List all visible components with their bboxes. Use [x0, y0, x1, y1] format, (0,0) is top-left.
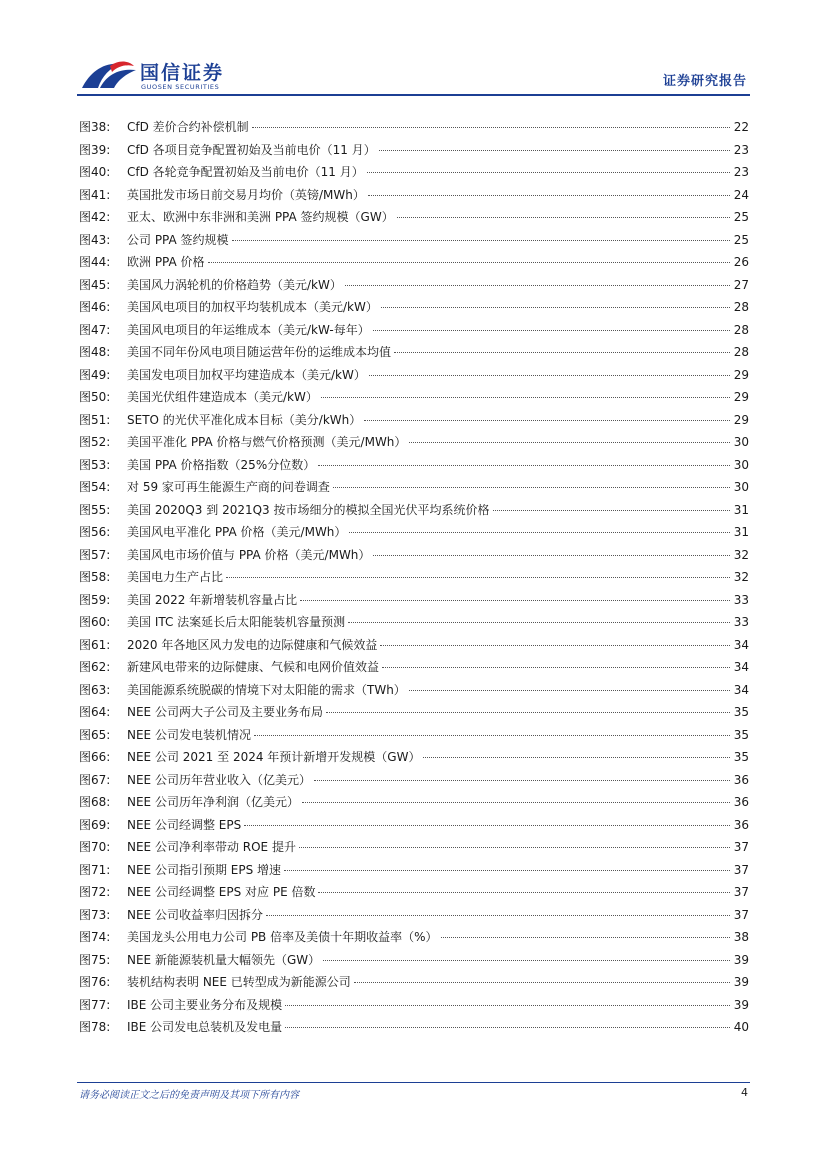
- toc-dot-leader: [349, 532, 730, 533]
- toc-entry[interactable]: [79, 499, 749, 522]
- toc-figure-number: 图74:: [79, 930, 111, 944]
- toc-dot-leader: [397, 217, 730, 218]
- toc-figure-title: 美国风力涡轮机的价格趋势（美元/kW）: [127, 277, 342, 292]
- toc-figure-number: 图46:: [79, 300, 111, 314]
- toc-figure-title: NEE 公司指引预期 EPS 增速: [127, 862, 282, 877]
- toc-page-number: 40: [733, 1020, 749, 1034]
- toc-figure-number: 图52:: [79, 435, 111, 449]
- toc-page-number: 29: [733, 412, 749, 427]
- toc-entry[interactable]: [79, 769, 749, 792]
- toc-entry[interactable]: [79, 319, 749, 342]
- toc-dot-leader: [208, 262, 730, 263]
- toc-figure-number: 图77:: [79, 997, 111, 1012]
- toc-figure-number: 图76:: [79, 975, 111, 989]
- toc-figure-title: 美国光伏组件建造成本（美元/kW）: [127, 390, 318, 404]
- toc-figure-title: CfD 差价合约补偿机制: [127, 120, 249, 134]
- toc-figure-title: 美国 ITC 法案延长后太阳能装机容量预测: [127, 615, 346, 629]
- toc-figure-number: 图59:: [79, 592, 111, 607]
- toc-dot-leader: [441, 937, 730, 938]
- toc-figure-number: 图78:: [79, 1020, 111, 1034]
- logo-chinese-name: 国信证券: [140, 62, 225, 84]
- toc-entry[interactable]: [79, 791, 749, 814]
- toc-figure-title: NEE 公司发电装机情况: [127, 727, 251, 742]
- toc-page-number: 39: [733, 997, 749, 1012]
- toc-entry[interactable]: [79, 454, 749, 477]
- toc-entry[interactable]: [79, 926, 749, 949]
- toc-figure-number: 图68:: [79, 795, 111, 809]
- toc-page-number: 29: [733, 367, 749, 382]
- toc-entry[interactable]: [79, 724, 749, 747]
- toc-page-number: 23: [733, 142, 749, 157]
- toc-dot-leader: [284, 870, 730, 871]
- toc-page-number: 30: [733, 457, 749, 472]
- toc-dot-leader: [318, 892, 730, 893]
- toc-entry[interactable]: [79, 949, 749, 972]
- toc-entry[interactable]: [79, 701, 749, 724]
- toc-page-number: 36: [733, 795, 749, 809]
- toc-dot-leader: [244, 825, 730, 826]
- toc-entry[interactable]: [79, 679, 749, 702]
- toc-figure-title: 美国 2020Q3 到 2021Q3 按市场细分的模拟全国光伏平均系统价格: [127, 502, 490, 517]
- toc-dot-leader: [382, 667, 730, 668]
- toc-figure-number: 图44:: [79, 255, 111, 269]
- toc-figure-title: 美国电力生产占比: [127, 570, 224, 584]
- toc-figure-title: NEE 公司净利率带动 ROE 提升: [127, 840, 296, 854]
- toc-figure-title: SETO 的光伏平准化成本目标（美分/kWh）: [127, 412, 362, 427]
- toc-page-number: 38: [733, 930, 749, 944]
- toc-entry[interactable]: [79, 836, 749, 859]
- toc-figure-number: 图61:: [79, 637, 111, 652]
- toc-figure-number: 图69:: [79, 817, 111, 832]
- toc-dot-leader: [321, 397, 730, 398]
- toc-figure-title: CfD 各轮竞争配置初始及当前电价（11 月）: [127, 165, 364, 179]
- toc-figure-title: 美国风电项目的加权平均装机成本（美元/kW）: [127, 300, 378, 314]
- toc-page-number: 27: [733, 277, 749, 292]
- toc-dot-leader: [323, 960, 730, 961]
- footer-disclaimer: 请务必阅读正文之后的免责声明及其项下所有内容: [79, 1090, 299, 1101]
- toc-page-number: 30: [733, 480, 749, 494]
- toc-figure-number: 图70:: [79, 840, 111, 854]
- toc-page-number: 22: [733, 120, 749, 134]
- toc-entry[interactable]: [79, 184, 749, 207]
- toc-figure-number: 图50:: [79, 390, 111, 404]
- toc-figure-title: CfD 各项目竞争配置初始及当前电价（11 月）: [127, 142, 376, 157]
- toc-dot-leader: [373, 555, 730, 556]
- toc-dot-leader: [326, 712, 730, 713]
- toc-page-number: 35: [733, 750, 749, 764]
- toc-figure-number: 图49:: [79, 367, 111, 382]
- toc-figure-title: NEE 公司两大子公司及主要业务布局: [127, 705, 323, 719]
- toc-figure-number: 图66:: [79, 750, 111, 764]
- toc-page-number: 36: [733, 817, 749, 832]
- toc-figure-number: 图51:: [79, 412, 111, 427]
- toc-figure-number: 图67:: [79, 772, 111, 787]
- toc-entry[interactable]: [79, 611, 749, 634]
- toc-dot-leader: [354, 982, 730, 983]
- toc-figure-number: 图73:: [79, 907, 111, 922]
- toc-entry[interactable]: [79, 251, 749, 274]
- toc-figure-title: 美国 2022 年新增装机容量占比: [127, 592, 298, 607]
- toc-page-number: 37: [733, 840, 749, 854]
- toc-dot-leader: [285, 1027, 730, 1028]
- toc-entry[interactable]: [79, 656, 749, 679]
- toc-dot-leader: [369, 375, 730, 376]
- toc-page-number: 25: [733, 232, 749, 247]
- toc-entry[interactable]: [79, 746, 749, 769]
- toc-dot-leader: [367, 172, 730, 173]
- toc-figure-title: 美国风电项目的年运维成本（美元/kW-每年）: [127, 322, 370, 337]
- toc-figure-title: 美国发电项目加权平均建造成本（美元/kW）: [127, 367, 366, 382]
- toc-figure-number: 图58:: [79, 570, 111, 584]
- toc-entry[interactable]: [79, 814, 749, 837]
- toc-figure-number: 图43:: [79, 232, 111, 247]
- toc-page-number: 37: [733, 907, 749, 922]
- toc-page-number: 26: [733, 255, 749, 269]
- toc-figure-title: 装机结构表明 NEE 已转型成为新能源公司: [127, 975, 351, 989]
- toc-page-number: 29: [733, 390, 749, 404]
- toc-figure-number: 图45:: [79, 277, 111, 292]
- toc-dot-leader: [254, 735, 730, 736]
- toc-page-number: 31: [733, 502, 749, 517]
- toc-dot-leader: [409, 690, 730, 691]
- page-header: [0, 0, 827, 96]
- toc-figure-number: 图53:: [79, 457, 111, 472]
- toc-page-number: 36: [733, 772, 749, 787]
- toc-dot-leader: [302, 802, 730, 803]
- toc-entry[interactable]: [79, 296, 749, 319]
- toc-figure-number: 图63:: [79, 682, 111, 697]
- toc-page-number: 28: [733, 300, 749, 314]
- toc-page-number: 24: [733, 187, 749, 202]
- page-number: 4: [741, 1086, 748, 1099]
- toc-figure-title: 美国风电市场价值与 PPA 价格（美元/MWh）: [127, 547, 371, 562]
- toc-figure-number: 图39:: [79, 142, 111, 157]
- toc-entry[interactable]: [79, 566, 749, 589]
- toc-page-number: 33: [733, 592, 749, 607]
- toc-figure-title: NEE 公司经调整 EPS: [127, 817, 242, 832]
- report-type-label: 证券研究报告: [662, 74, 747, 89]
- toc-entry[interactable]: [79, 386, 749, 409]
- toc-figure-number: 图64:: [79, 705, 111, 719]
- toc-entry[interactable]: [79, 971, 749, 994]
- toc-figure-title: 对 59 家可再生能源生产商的问卷调查: [127, 480, 330, 494]
- toc-page-number: 39: [733, 975, 749, 989]
- toc-entry[interactable]: [79, 904, 749, 927]
- toc-figure-number: 图48:: [79, 345, 111, 359]
- guosen-logo: [80, 58, 250, 94]
- toc-entry[interactable]: [79, 476, 749, 499]
- toc-entry[interactable]: [79, 589, 749, 612]
- toc-figure-number: 图65:: [79, 727, 111, 742]
- toc-figure-title: NEE 公司历年净利润（亿美元）: [127, 795, 299, 809]
- toc-figure-title: NEE 公司历年营业收入（亿美元）: [127, 772, 311, 787]
- toc-figure-number: 图47:: [79, 322, 111, 337]
- toc-dot-leader: [300, 600, 730, 601]
- toc-dot-leader: [368, 195, 730, 196]
- toc-entry[interactable]: [79, 994, 749, 1017]
- toc-page-number: 34: [733, 660, 749, 674]
- toc-page-number: 35: [733, 727, 749, 742]
- toc-dot-leader: [364, 420, 730, 421]
- toc-figure-title: 美国能源系统脱碳的情境下对太阳能的需求（TWh）: [127, 682, 406, 697]
- toc-entry[interactable]: [79, 634, 749, 657]
- toc-page-number: 32: [733, 547, 749, 562]
- toc-entry[interactable]: [79, 229, 749, 252]
- toc-dot-leader: [226, 577, 730, 578]
- toc-page-number: 31: [733, 525, 749, 539]
- footer-divider: [77, 1082, 750, 1083]
- toc-dot-leader: [333, 487, 730, 488]
- toc-figure-title: 美国不同年份风电项目随运营年份的运维成本均值: [127, 345, 392, 359]
- logo-english-name: GUOSEN SECURITIES: [141, 83, 220, 91]
- toc-dot-leader: [266, 915, 730, 916]
- toc-figure-number: 图40:: [79, 165, 111, 179]
- toc-entry[interactable]: [79, 544, 749, 567]
- toc-figure-title: NEE 公司收益率归因拆分: [127, 907, 263, 922]
- toc-figure-number: 图38:: [79, 120, 111, 134]
- figure-table-of-contents: [79, 116, 749, 1039]
- toc-dot-leader: [379, 150, 730, 151]
- toc-dot-leader: [318, 465, 730, 466]
- toc-dot-leader: [409, 442, 730, 443]
- toc-figure-title: 亚太、欧洲中东非洲和美洲 PPA 签约规模（GW）: [127, 210, 394, 224]
- toc-dot-leader: [285, 1005, 730, 1006]
- toc-dot-leader: [345, 285, 730, 286]
- toc-entry[interactable]: [79, 206, 749, 229]
- guosen-logo-mark-icon: [80, 58, 138, 92]
- toc-figure-number: 图60:: [79, 615, 111, 629]
- toc-figure-number: 图75:: [79, 952, 111, 967]
- toc-dot-leader: [314, 780, 730, 781]
- toc-figure-title: 欧洲 PPA 价格: [127, 255, 205, 269]
- toc-figure-title: 美国平准化 PPA 价格与燃气价格预测（美元/MWh）: [127, 435, 407, 449]
- toc-page-number: 37: [733, 862, 749, 877]
- toc-page-number: 28: [733, 345, 749, 359]
- toc-dot-leader: [394, 352, 730, 353]
- toc-figure-title: 新建风电带来的边际健康、气候和电网价值效益: [127, 660, 380, 674]
- toc-figure-title: NEE 新能源装机量大幅领先（GW）: [127, 952, 321, 967]
- toc-page-number: 35: [733, 705, 749, 719]
- toc-figure-number: 图56:: [79, 525, 111, 539]
- toc-entry[interactable]: [79, 364, 749, 387]
- toc-figure-number: 图62:: [79, 660, 111, 674]
- toc-figure-number: 图72:: [79, 885, 111, 899]
- toc-entry[interactable]: [79, 881, 749, 904]
- toc-figure-title: 美国 PPA 价格指数（25%分位数）: [127, 457, 316, 472]
- toc-figure-title: 2020 年各地区风力发电的边际健康和气候效益: [127, 637, 378, 652]
- toc-figure-number: 图55:: [79, 502, 111, 517]
- toc-page-number: 25: [733, 210, 749, 224]
- toc-page-number: 32: [733, 570, 749, 584]
- toc-figure-title: IBE 公司主要业务分布及规模: [127, 997, 283, 1012]
- toc-dot-leader: [493, 510, 731, 511]
- toc-entry[interactable]: [79, 274, 749, 297]
- toc-figure-title: NEE 公司 2021 至 2024 年预计新增开发规模（GW）: [127, 750, 421, 764]
- toc-figure-number: 图57:: [79, 547, 111, 562]
- toc-dot-leader: [232, 240, 730, 241]
- toc-figure-title: 美国龙头公用电力公司 PB 倍率及美债十年期收益率（%）: [127, 930, 438, 944]
- toc-entry[interactable]: [79, 859, 749, 882]
- toc-entry[interactable]: [79, 521, 749, 544]
- toc-figure-title: 美国风电平准化 PPA 价格（美元/MWh）: [127, 525, 347, 539]
- toc-dot-leader: [381, 307, 730, 308]
- toc-entry[interactable]: [79, 341, 749, 364]
- toc-entry[interactable]: [79, 116, 749, 139]
- toc-page-number: 39: [733, 952, 749, 967]
- toc-figure-title: IBE 公司发电总装机及发电量: [127, 1020, 283, 1034]
- toc-page-number: 37: [733, 885, 749, 899]
- toc-dot-leader: [423, 757, 730, 758]
- toc-page-number: 28: [733, 322, 749, 337]
- toc-page-number: 23: [733, 165, 749, 179]
- toc-dot-leader: [348, 622, 730, 623]
- toc-figure-title: 英国批发市场日前交易月均价（英镑/MWh）: [127, 187, 365, 202]
- toc-page-number: 34: [733, 682, 749, 697]
- toc-entry[interactable]: [79, 1016, 749, 1039]
- toc-dot-leader: [373, 330, 730, 331]
- toc-figure-number: 图71:: [79, 862, 111, 877]
- toc-entry[interactable]: [79, 161, 749, 184]
- toc-dot-leader: [380, 645, 730, 646]
- toc-figure-number: 图54:: [79, 480, 111, 494]
- toc-dot-leader: [299, 847, 730, 848]
- toc-figure-title: 公司 PPA 签约规模: [127, 232, 229, 247]
- toc-figure-number: 图41:: [79, 187, 111, 202]
- toc-dot-leader: [252, 127, 730, 128]
- toc-figure-number: 图42:: [79, 210, 111, 224]
- header-divider: [77, 94, 750, 96]
- toc-page-number: 33: [733, 615, 749, 629]
- toc-figure-title: NEE 公司经调整 EPS 对应 PE 倍数: [127, 885, 316, 899]
- toc-entry[interactable]: [79, 409, 749, 432]
- toc-entry[interactable]: [79, 139, 749, 162]
- toc-page-number: 34: [733, 637, 749, 652]
- toc-entry[interactable]: [79, 431, 749, 454]
- toc-page-number: 30: [733, 435, 749, 449]
